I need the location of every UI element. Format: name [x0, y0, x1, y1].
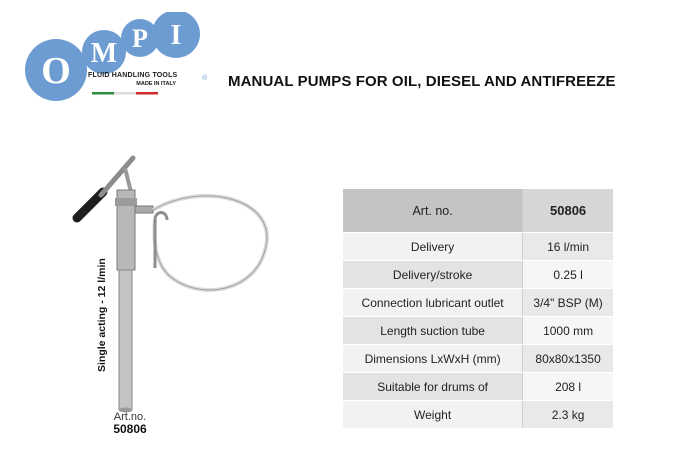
spec-value: 2.3 kg	[523, 401, 613, 429]
spec-header-key: Art. no.	[343, 189, 523, 233]
spec-header-value: 50806	[523, 189, 613, 233]
art-number-label: Art.no.	[113, 411, 147, 423]
spec-value: 16 l/min	[523, 233, 613, 261]
svg-text:O: O	[41, 50, 71, 92]
tagline-fluid-handling: FLUID HANDLING TOOLS	[88, 72, 178, 79]
spec-row	[343, 317, 613, 345]
product-art-number	[100, 411, 160, 435]
spec-row	[343, 233, 613, 261]
spec-value: 80x80x1350	[523, 345, 613, 373]
spec-value: 208 l	[523, 373, 613, 401]
svg-text:M: M	[90, 38, 118, 69]
spec-row	[343, 373, 613, 401]
svg-text:P: P	[132, 24, 148, 53]
pump-type-label: Single acting - 12 l/min	[96, 258, 108, 372]
spec-value: 3/4" BSP (M)	[523, 289, 613, 317]
spec-header-row	[343, 189, 613, 233]
svg-text:I: I	[170, 20, 182, 51]
page-title: MANUAL PUMPS FOR OIL, DIESEL AND ANTIFREEZE	[228, 73, 616, 90]
spec-value: 1000 mm	[523, 317, 613, 345]
logo-tagline	[88, 72, 198, 88]
spec-key: Weight	[343, 401, 523, 429]
ompi-logo	[22, 12, 217, 104]
manual-pump-icon	[55, 140, 285, 415]
svg-text:®: ®	[202, 75, 208, 82]
spec-key: Suitable for drums of	[343, 373, 523, 401]
spec-row	[343, 345, 613, 373]
spec-key: Delivery	[343, 233, 523, 261]
spec-row	[343, 261, 613, 289]
spec-row	[343, 401, 613, 429]
spec-key: Dimensions LxWxH (mm)	[343, 345, 523, 373]
spec-key: Delivery/stroke	[343, 261, 523, 289]
art-number-value: 50806	[113, 422, 147, 436]
spec-table	[343, 189, 613, 429]
spec-value: 0.25 l	[523, 261, 613, 289]
tagline-made-in-italy: MADE IN ITALY	[136, 81, 176, 87]
spec-row	[343, 289, 613, 317]
spec-key: Length suction tube	[343, 317, 523, 345]
spec-key: Connection lubricant outlet	[343, 289, 523, 317]
